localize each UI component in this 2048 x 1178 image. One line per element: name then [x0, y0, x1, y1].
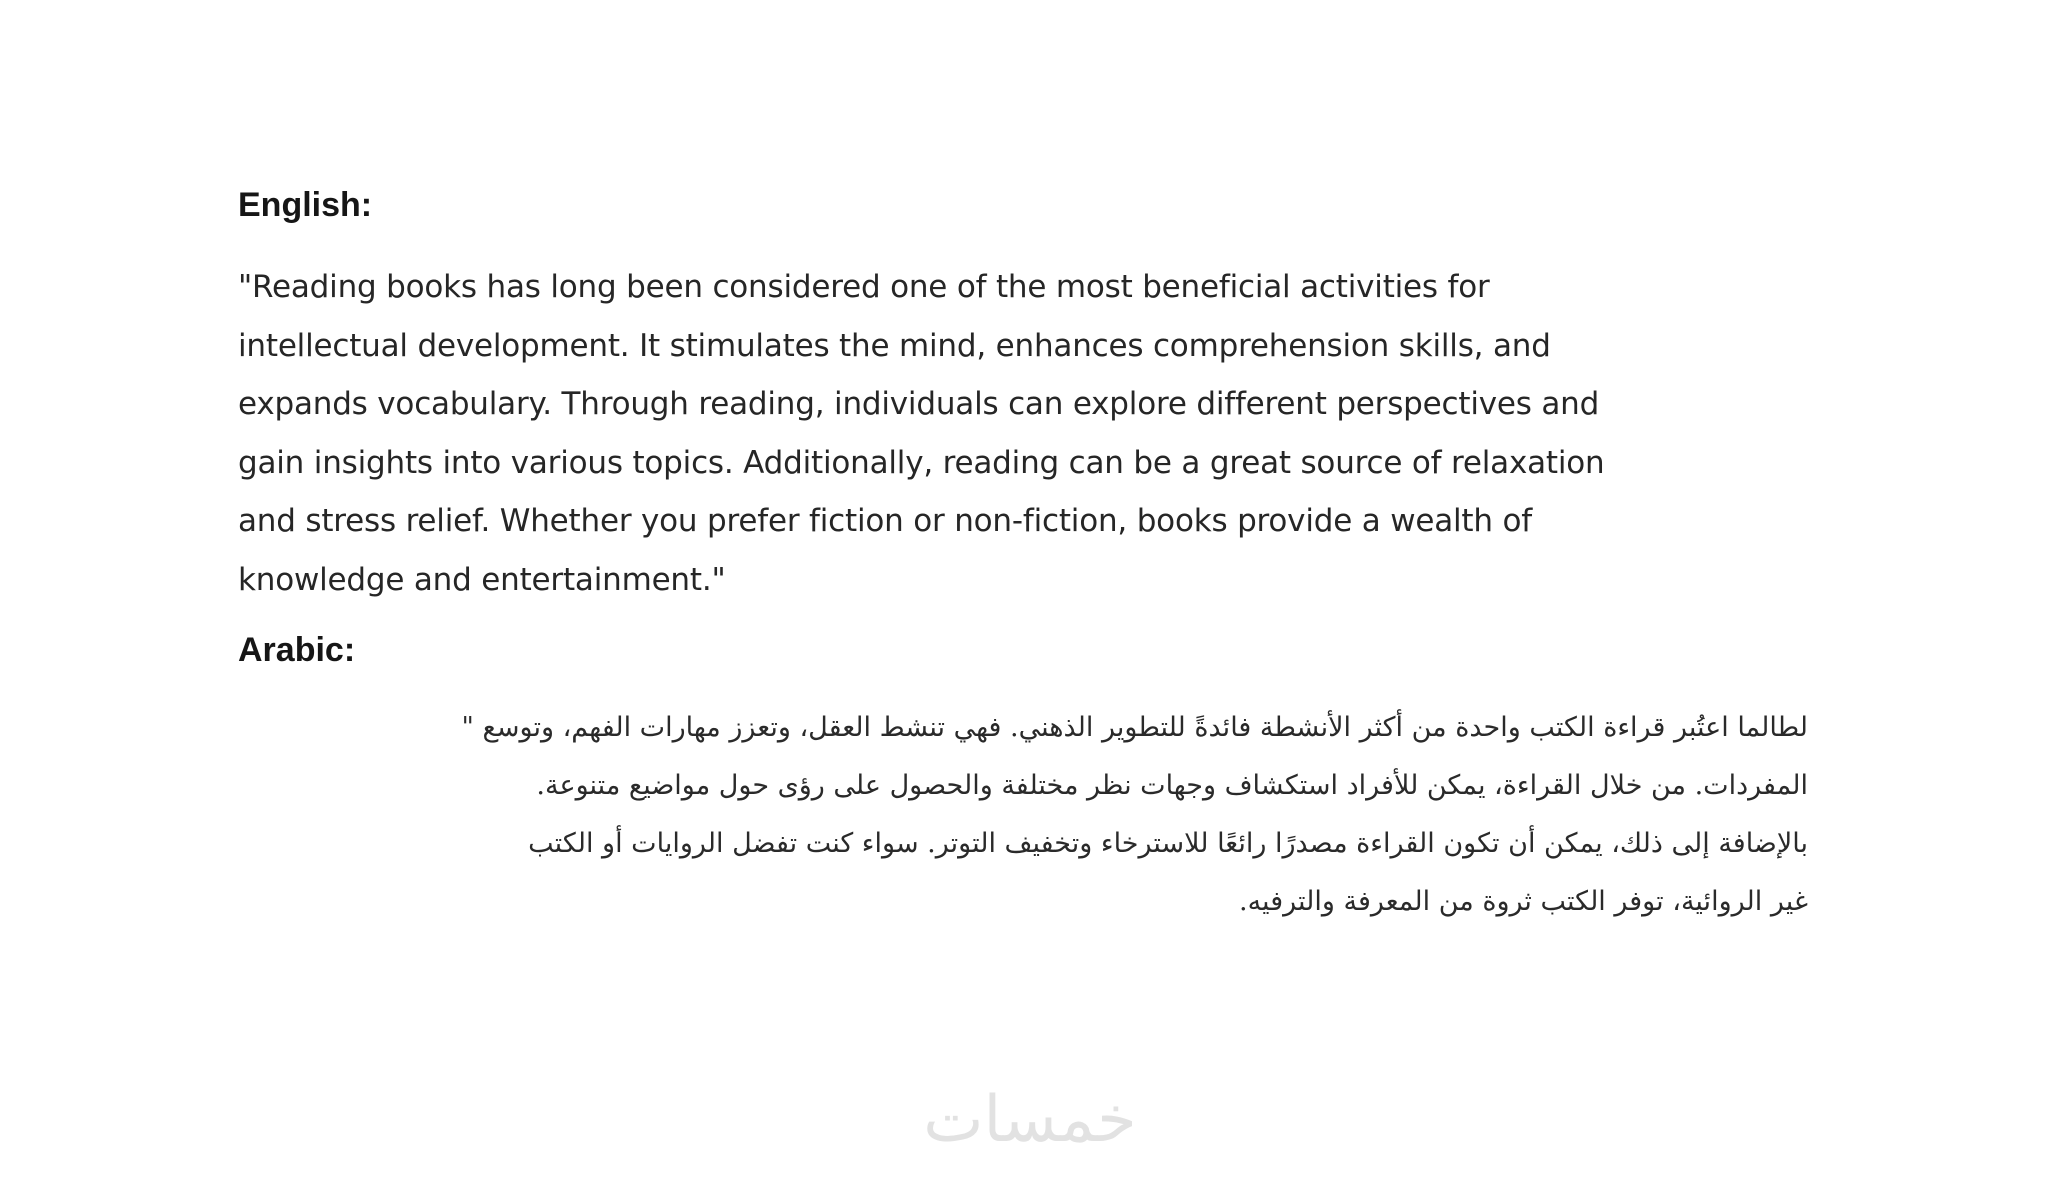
english-line: gain insights into various topics. Additionally, reading can be a great source of relaxation [238, 444, 1605, 481]
arabic-heading: Arabic: [238, 631, 356, 669]
arabic-line: لطالما اعتُبر قراءة الكتب واحدة من أكثر الأنشطة فائدةً للتطوير الذهني. فهي تنشط العقل، وتعزز مهارات الفهم، وتوسع " [461, 712, 1808, 743]
arabic-line: غير الروائية، توفر الكتب ثروة من المعرفة والترفيه. [1238, 886, 1808, 917]
arabic-line: بالإضافة إلى ذلك، يمكن أن تكون القراءة مصدرًا رائعًا للاسترخاء وتخفيف التوتر. سواء كنت تفضل الروايات أو الكتب [528, 828, 1808, 859]
english-line: knowledge and entertainment." [238, 561, 726, 598]
watermark-logo: خمسات [923, 1083, 1137, 1157]
english-line: "Reading books has long been considered one of the most beneficial activities for [238, 269, 1490, 305]
arabic-paragraph [238, 699, 1808, 931]
arabic-line: المفردات. من خلال القراءة، يمكن للأفراد استكشاف وجهات نظر مختلفة والحصول على رؤى حول مواضيع متنوعة. [536, 770, 1808, 801]
english-line: expands vocabulary. Through reading, individuals can explore different perspectives and [238, 386, 1600, 422]
english-heading: English: [238, 186, 373, 224]
english-line: and stress relief. Whether you prefer fiction or non-fiction, books provide a wealth of [238, 503, 1532, 539]
english-line: intellectual development. It stimulates the mind, enhances comprehension skills, and [238, 327, 1551, 364]
english-paragraph [238, 258, 1818, 609]
document-body [238, 182, 1818, 931]
